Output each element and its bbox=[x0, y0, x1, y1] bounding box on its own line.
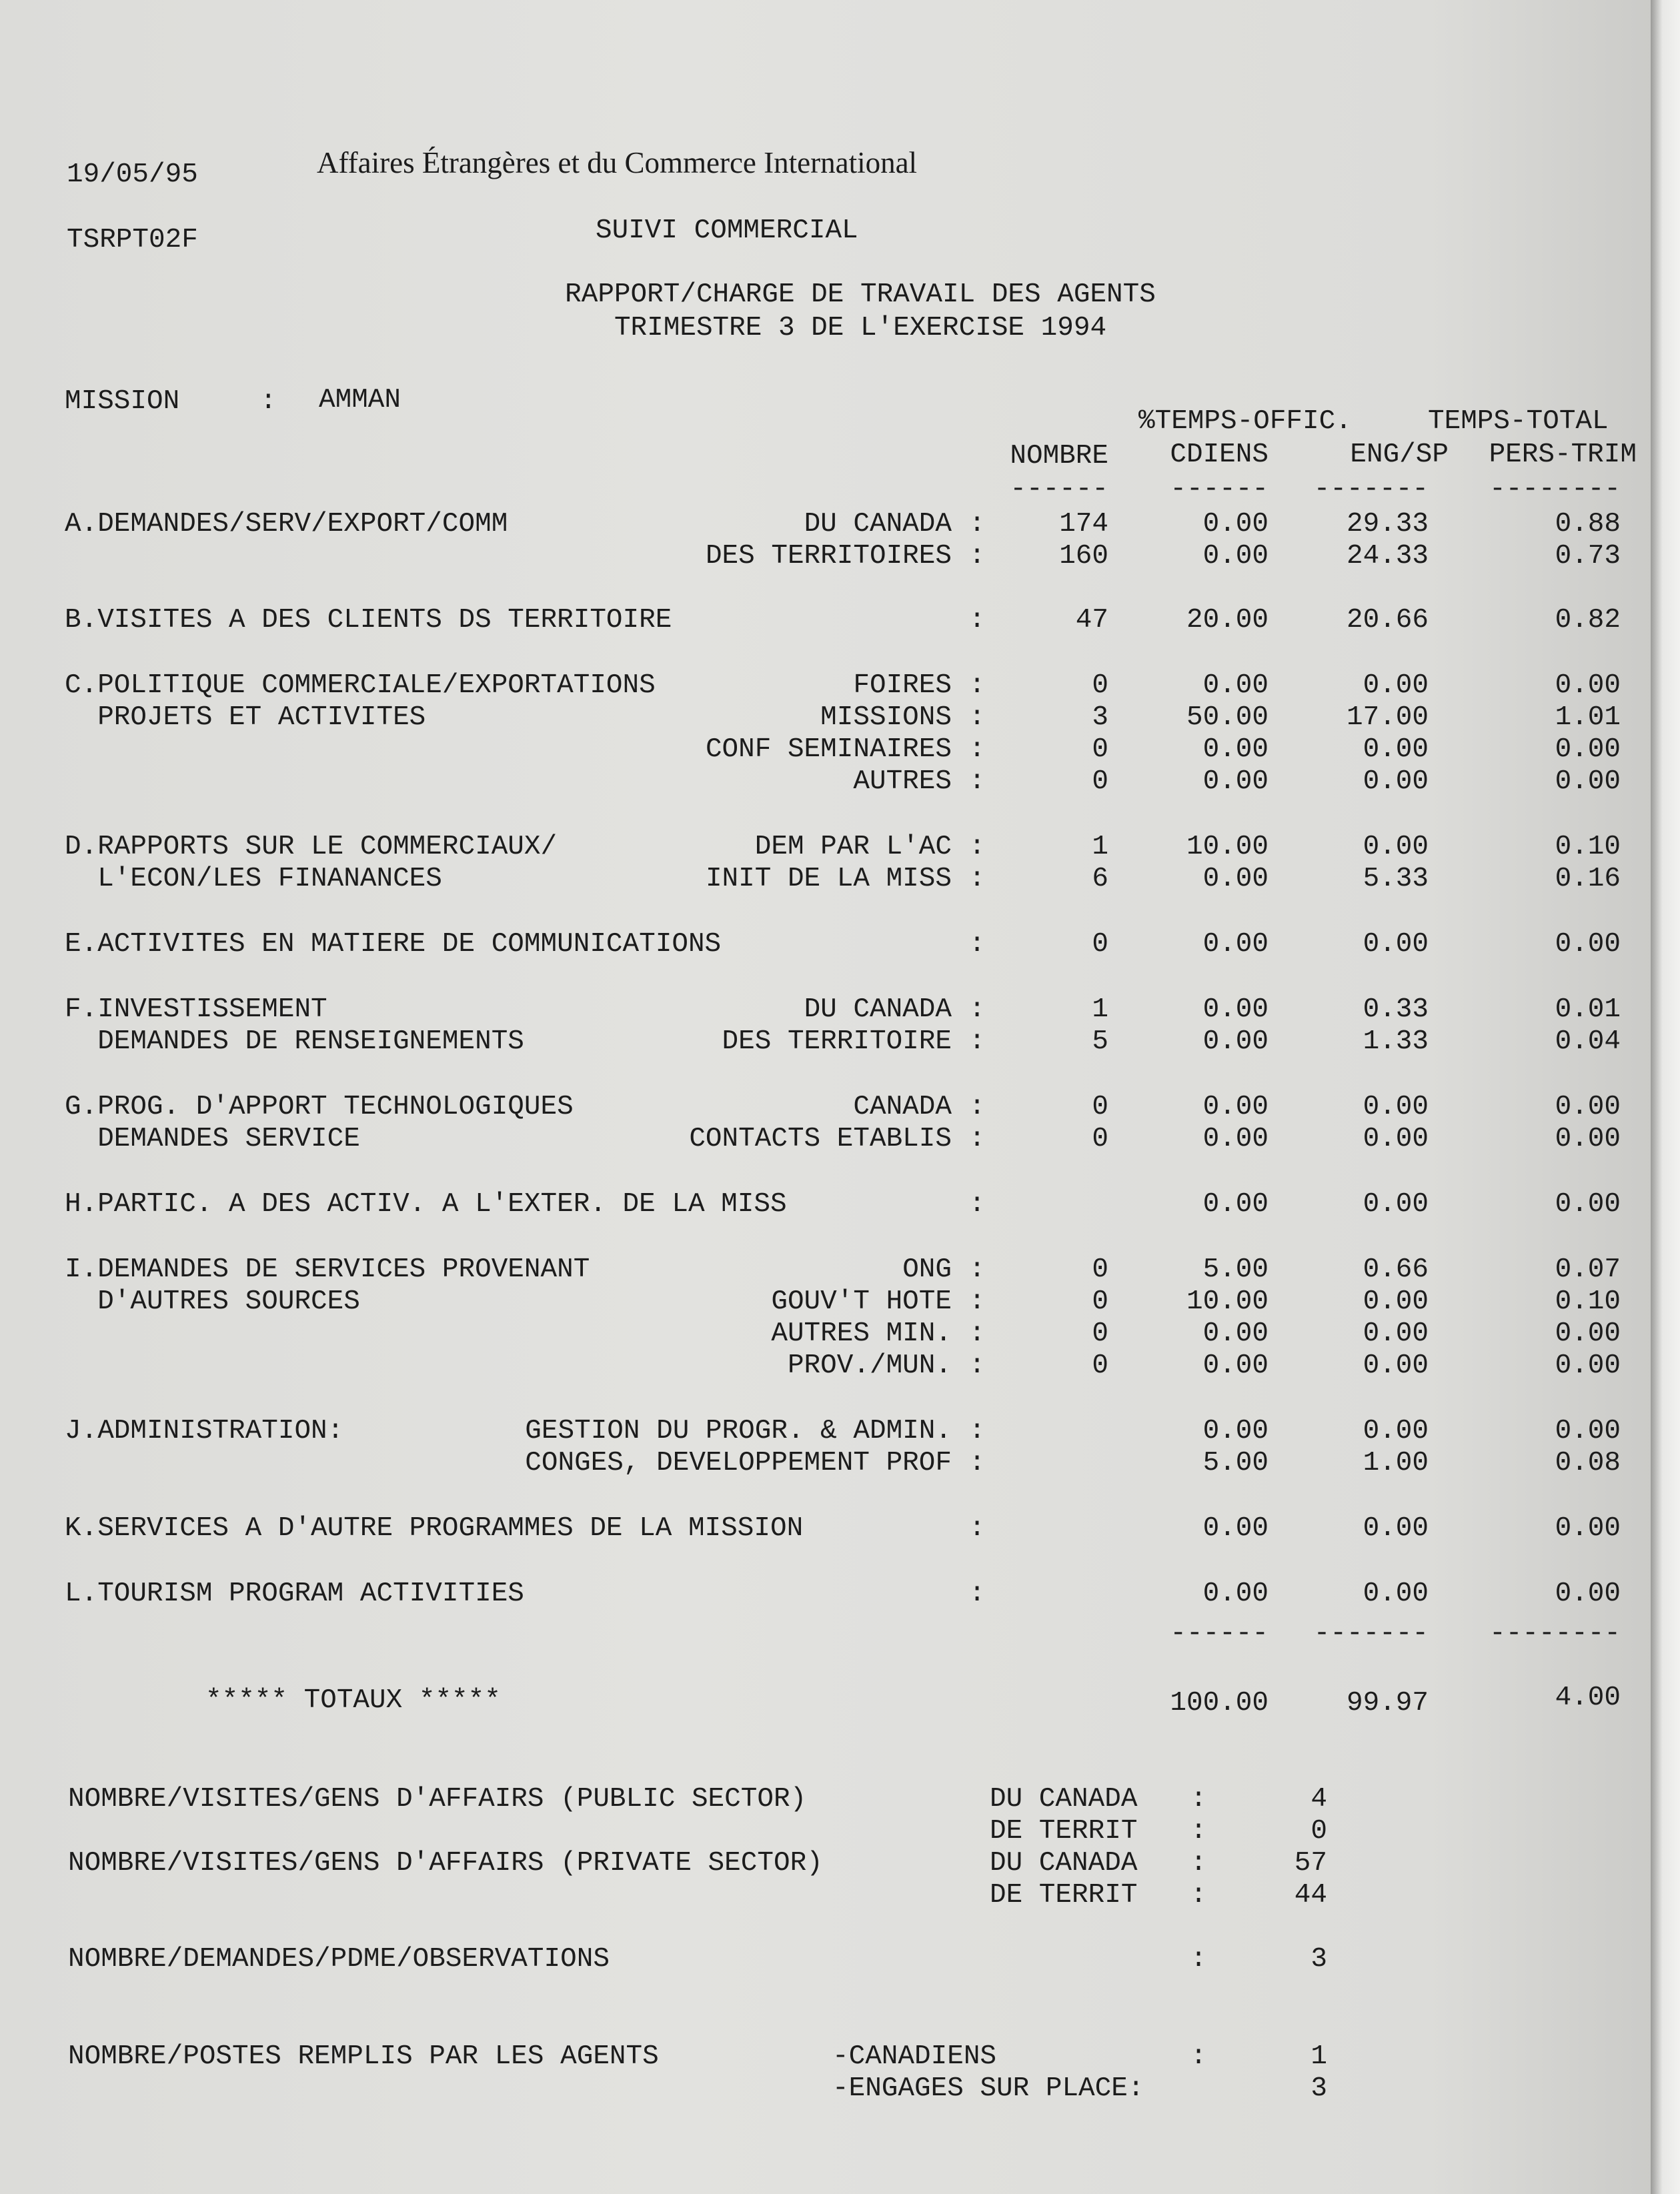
row-cdiens: 0.00 bbox=[1202, 1092, 1269, 1122]
row-nombre: 0 bbox=[1092, 1350, 1108, 1381]
row-sublabel: DES TERRITOIRES bbox=[705, 541, 952, 572]
row-engsp: 0.00 bbox=[1363, 1286, 1429, 1317]
row-engsp: 1.00 bbox=[1363, 1448, 1429, 1478]
row-sublabel: MISSIONS bbox=[820, 702, 952, 733]
row-nombre: 174 bbox=[1059, 509, 1108, 539]
row-nombre: 0 bbox=[1092, 1286, 1108, 1317]
department-name: Affaires Étrangères et du Commerce International bbox=[317, 146, 918, 179]
row-nombre: 47 bbox=[1075, 605, 1108, 636]
report-period: TRIMESTRE 3 DE L'EXERCISE 1994 bbox=[614, 313, 1107, 343]
row-label: G.PROG. D'APPORT TECHNOLOGIQUES bbox=[65, 1092, 574, 1122]
row-sublabel: DU CANADA bbox=[804, 509, 952, 539]
row-separator: : bbox=[968, 1124, 986, 1154]
footer-qualifier: -ENGAGES SUR PLACE: bbox=[832, 2073, 1144, 2104]
row-perstrim: 0.04 bbox=[1555, 1026, 1621, 1057]
footer-label: NOMBRE/VISITES/GENS D'AFFAIRS (PRIVATE SECTOR) bbox=[68, 1848, 823, 1879]
column-rule-cdiens: ------ bbox=[1170, 474, 1269, 505]
row-separator: : bbox=[968, 1286, 986, 1317]
row-label: E.ACTIVITES EN MATIERE DE COMMUNICATIONS bbox=[65, 929, 722, 960]
row-label: C.POLITIQUE COMMERCIALE/EXPORTATIONS bbox=[65, 670, 656, 701]
row-engsp: 0.00 bbox=[1363, 1092, 1429, 1122]
row-separator: : bbox=[968, 605, 986, 636]
row-cdiens: 50.00 bbox=[1186, 702, 1269, 733]
row-nombre: 0 bbox=[1092, 670, 1108, 701]
mission-separator: : bbox=[260, 386, 277, 417]
row-separator: : bbox=[968, 1092, 986, 1122]
row-separator: : bbox=[968, 1254, 986, 1285]
row-cdiens: 0.00 bbox=[1202, 1318, 1269, 1349]
footer-separator: : bbox=[1190, 1848, 1207, 1879]
row-label: PROJETS ET ACTIVITES bbox=[65, 702, 426, 733]
row-perstrim: 0.10 bbox=[1555, 1286, 1621, 1317]
footer-separator: : bbox=[1190, 1944, 1207, 1975]
row-separator: : bbox=[968, 1189, 986, 1220]
row-cdiens: 5.00 bbox=[1202, 1448, 1269, 1478]
row-nombre: 0 bbox=[1092, 1318, 1108, 1349]
row-cdiens: 20.00 bbox=[1186, 605, 1269, 636]
row-perstrim: 0.00 bbox=[1555, 1189, 1621, 1220]
totals-cdiens: 100.00 bbox=[1170, 1688, 1269, 1719]
row-nombre: 0 bbox=[1092, 1124, 1108, 1154]
row-engsp: 24.33 bbox=[1346, 541, 1429, 572]
row-perstrim: 0.00 bbox=[1555, 1513, 1621, 1544]
row-engsp: 0.00 bbox=[1363, 766, 1429, 797]
row-perstrim: 0.82 bbox=[1555, 605, 1621, 636]
row-label: D.RAPPORTS SUR LE COMMERCIAUX/ bbox=[65, 832, 558, 862]
row-cdiens: 0.00 bbox=[1202, 994, 1269, 1025]
row-perstrim: 0.08 bbox=[1555, 1448, 1621, 1478]
row-perstrim: 0.00 bbox=[1555, 1318, 1621, 1349]
footer-label: NOMBRE/POSTES REMPLIS PAR LES AGENTS bbox=[68, 2041, 659, 2072]
row-cdiens: 0.00 bbox=[1202, 929, 1269, 960]
row-sublabel: AUTRES MIN. bbox=[771, 1318, 952, 1349]
row-label: J.ADMINISTRATION: bbox=[65, 1416, 344, 1446]
row-sublabel: CONGES, DEVELOPPEMENT PROF bbox=[525, 1448, 952, 1478]
row-sublabel: DEM PAR L'AC bbox=[754, 832, 952, 862]
row-engsp: 0.00 bbox=[1363, 670, 1429, 701]
column-rule-nombre: ------ bbox=[1010, 474, 1108, 505]
row-nombre: 0 bbox=[1092, 766, 1108, 797]
row-engsp: 20.66 bbox=[1346, 605, 1429, 636]
row-engsp: 0.00 bbox=[1363, 929, 1429, 960]
row-sublabel: GESTION DU PROGR. & ADMIN. bbox=[525, 1416, 952, 1446]
row-perstrim: 0.00 bbox=[1555, 1124, 1621, 1154]
row-engsp: 0.00 bbox=[1363, 1318, 1429, 1349]
row-perstrim: 0.00 bbox=[1555, 734, 1621, 765]
row-label: DEMANDES SERVICE bbox=[65, 1124, 360, 1154]
row-engsp: 0.00 bbox=[1363, 1513, 1429, 1544]
row-engsp: 1.33 bbox=[1363, 1026, 1429, 1057]
mission-value: AMMAN bbox=[319, 385, 401, 415]
row-label: L'ECON/LES FINANANCES bbox=[65, 864, 442, 894]
totals-rule-perstrim: -------- bbox=[1489, 1618, 1621, 1649]
column-group-header: %TEMPS-OFFIC. bbox=[1138, 406, 1352, 437]
row-separator: : bbox=[968, 864, 986, 894]
column-total-header: TEMPS-TOTAL bbox=[1428, 406, 1609, 437]
row-engsp: 0.66 bbox=[1363, 1254, 1429, 1285]
row-cdiens: 0.00 bbox=[1202, 1189, 1269, 1220]
row-separator: : bbox=[968, 1026, 986, 1057]
footer-value: 0 bbox=[1311, 1816, 1327, 1847]
row-engsp: 0.00 bbox=[1363, 1189, 1429, 1220]
footer-separator: : bbox=[1190, 1784, 1207, 1815]
totals-rule-cdiens: ------ bbox=[1170, 1618, 1269, 1649]
row-perstrim: 0.00 bbox=[1555, 929, 1621, 960]
row-perstrim: 0.00 bbox=[1555, 1416, 1621, 1446]
row-label: DEMANDES DE RENSEIGNEMENTS bbox=[65, 1026, 524, 1057]
row-separator: : bbox=[968, 541, 986, 572]
row-nombre: 3 bbox=[1092, 702, 1108, 733]
row-perstrim: 0.10 bbox=[1555, 832, 1621, 862]
row-label: B.VISITES A DES CLIENTS DS TERRITOIRE bbox=[65, 605, 672, 636]
row-sublabel: DU CANADA bbox=[804, 994, 952, 1025]
footer-value: 44 bbox=[1294, 1880, 1327, 1911]
row-cdiens: 0.00 bbox=[1202, 1416, 1269, 1446]
row-separator: : bbox=[968, 1578, 986, 1609]
report-date: 19/05/95 bbox=[67, 159, 198, 190]
row-separator: : bbox=[968, 1513, 986, 1544]
row-label: L.TOURISM PROGRAM ACTIVITIES bbox=[65, 1578, 524, 1609]
column-header-nombre: NOMBRE bbox=[1010, 441, 1108, 471]
report-title: RAPPORT/CHARGE DE TRAVAIL DES AGENTS bbox=[565, 279, 1156, 310]
totals-engsp: 99.97 bbox=[1346, 1688, 1429, 1719]
row-perstrim: 0.16 bbox=[1555, 864, 1621, 894]
row-perstrim: 0.00 bbox=[1555, 1350, 1621, 1381]
row-sublabel: ONG bbox=[902, 1254, 952, 1285]
row-engsp: 0.00 bbox=[1363, 1350, 1429, 1381]
column-header-cdiens: CDIENS bbox=[1170, 439, 1269, 470]
column-header-engsp: ENG/SP bbox=[1350, 439, 1449, 470]
row-perstrim: 0.07 bbox=[1555, 1254, 1621, 1285]
row-perstrim: 0.00 bbox=[1555, 1578, 1621, 1609]
footer-qualifier: -CANADIENS bbox=[832, 2041, 997, 2072]
row-nombre: 0 bbox=[1092, 1254, 1108, 1285]
row-sublabel: DES TERRITOIRE bbox=[722, 1026, 952, 1057]
row-perstrim: 0.88 bbox=[1555, 509, 1621, 539]
system-name: SUIVI COMMERCIAL bbox=[596, 215, 858, 246]
footer-qualifier: DE TERRIT bbox=[990, 1816, 1138, 1847]
row-cdiens: 10.00 bbox=[1186, 832, 1269, 862]
row-label: I.DEMANDES DE SERVICES PROVENANT bbox=[65, 1254, 590, 1285]
row-engsp: 0.33 bbox=[1363, 994, 1429, 1025]
row-label: F.INVESTISSEMENT bbox=[65, 994, 327, 1025]
row-sublabel: CONTACTS ETABLIS bbox=[689, 1124, 952, 1154]
column-header-perstrim: PERS-TRIM bbox=[1489, 439, 1637, 470]
row-nombre: 0 bbox=[1092, 734, 1108, 765]
row-nombre: 160 bbox=[1059, 541, 1108, 572]
row-separator: : bbox=[968, 1350, 986, 1381]
row-cdiens: 0.00 bbox=[1202, 1124, 1269, 1154]
row-label: A.DEMANDES/SERV/EXPORT/COMM bbox=[65, 509, 508, 539]
row-perstrim: 0.00 bbox=[1555, 1092, 1621, 1122]
totals-rule-engsp: ------- bbox=[1313, 1618, 1429, 1649]
row-engsp: 0.00 bbox=[1363, 1124, 1429, 1154]
row-sublabel: PROV./MUN. bbox=[787, 1350, 952, 1381]
row-separator: : bbox=[968, 832, 986, 862]
row-separator: : bbox=[968, 1448, 986, 1478]
row-separator: : bbox=[968, 766, 986, 797]
row-cdiens: 0.00 bbox=[1202, 1026, 1269, 1057]
row-nombre: 1 bbox=[1092, 832, 1108, 862]
mission-label: MISSION bbox=[65, 386, 180, 417]
row-separator: : bbox=[968, 509, 986, 539]
row-separator: : bbox=[968, 670, 986, 701]
row-separator: : bbox=[968, 734, 986, 765]
totals-label: ***** TOTAUX ***** bbox=[205, 1685, 501, 1716]
row-cdiens: 0.00 bbox=[1202, 509, 1269, 539]
footer-value: 1 bbox=[1311, 2041, 1327, 2072]
row-sublabel: INIT DE LA MISS bbox=[705, 864, 952, 894]
row-sublabel: AUTRES bbox=[853, 766, 952, 797]
row-separator: : bbox=[968, 1318, 986, 1349]
row-cdiens: 0.00 bbox=[1202, 864, 1269, 894]
footer-qualifier: DU CANADA bbox=[990, 1848, 1138, 1879]
row-perstrim: 0.73 bbox=[1555, 541, 1621, 572]
row-sublabel: GOUV'T HOTE bbox=[771, 1286, 952, 1317]
column-rule-perstrim: -------- bbox=[1489, 474, 1621, 505]
row-label: K.SERVICES A D'AUTRE PROGRAMMES DE LA MISSION bbox=[65, 1513, 804, 1544]
row-separator: : bbox=[968, 929, 986, 960]
row-cdiens: 0.00 bbox=[1202, 1350, 1269, 1381]
row-sublabel: CANADA bbox=[853, 1092, 952, 1122]
row-perstrim: 0.01 bbox=[1555, 994, 1621, 1025]
row-engsp: 0.00 bbox=[1363, 1416, 1429, 1446]
report-code: TSRPT02F bbox=[67, 225, 198, 255]
row-engsp: 5.33 bbox=[1363, 864, 1429, 894]
footer-value: 3 bbox=[1311, 2073, 1327, 2104]
row-cdiens: 10.00 bbox=[1186, 1286, 1269, 1317]
row-nombre: 0 bbox=[1092, 1092, 1108, 1122]
row-nombre: 5 bbox=[1092, 1026, 1108, 1057]
row-perstrim: 0.00 bbox=[1555, 766, 1621, 797]
page-edge-shadow bbox=[1651, 0, 1680, 2194]
totals-perstrim: 4.00 bbox=[1555, 1683, 1621, 1713]
row-nombre: 6 bbox=[1092, 864, 1108, 894]
footer-value: 4 bbox=[1311, 1784, 1327, 1815]
footer-value: 57 bbox=[1294, 1848, 1327, 1879]
row-cdiens: 0.00 bbox=[1202, 766, 1269, 797]
row-engsp: 17.00 bbox=[1346, 702, 1429, 733]
row-separator: : bbox=[968, 994, 986, 1025]
row-engsp: 0.00 bbox=[1363, 734, 1429, 765]
row-sublabel: FOIRES bbox=[853, 670, 952, 701]
row-nombre: 1 bbox=[1092, 994, 1108, 1025]
footer-label: NOMBRE/DEMANDES/PDME/OBSERVATIONS bbox=[68, 1944, 610, 1975]
footer-value: 3 bbox=[1311, 1944, 1327, 1975]
row-nombre: 0 bbox=[1092, 929, 1108, 960]
row-engsp: 0.00 bbox=[1363, 1578, 1429, 1609]
row-cdiens: 0.00 bbox=[1202, 1513, 1269, 1544]
footer-label: NOMBRE/VISITES/GENS D'AFFAIRS (PUBLIC SECTOR) bbox=[68, 1784, 807, 1815]
row-cdiens: 0.00 bbox=[1202, 670, 1269, 701]
footer-separator: : bbox=[1190, 1880, 1207, 1911]
row-cdiens: 0.00 bbox=[1202, 734, 1269, 765]
row-separator: : bbox=[968, 702, 986, 733]
row-perstrim: 0.00 bbox=[1555, 670, 1621, 701]
footer-separator: : bbox=[1190, 2041, 1207, 2072]
row-perstrim: 1.01 bbox=[1555, 702, 1621, 733]
row-label: H.PARTIC. A DES ACTIV. A L'EXTER. DE LA MISS bbox=[65, 1189, 787, 1220]
footer-qualifier: DE TERRIT bbox=[990, 1880, 1138, 1911]
row-cdiens: 5.00 bbox=[1202, 1254, 1269, 1285]
footer-separator: : bbox=[1190, 1816, 1207, 1847]
footer-qualifier: DU CANADA bbox=[990, 1784, 1138, 1815]
row-cdiens: 0.00 bbox=[1202, 541, 1269, 572]
column-rule-engsp: ------- bbox=[1313, 474, 1429, 505]
row-cdiens: 0.00 bbox=[1202, 1578, 1269, 1609]
row-engsp: 0.00 bbox=[1363, 832, 1429, 862]
row-label: D'AUTRES SOURCES bbox=[65, 1286, 360, 1317]
row-separator: : bbox=[968, 1416, 986, 1446]
row-engsp: 29.33 bbox=[1346, 509, 1429, 539]
row-sublabel: CONF SEMINAIRES bbox=[705, 734, 952, 765]
